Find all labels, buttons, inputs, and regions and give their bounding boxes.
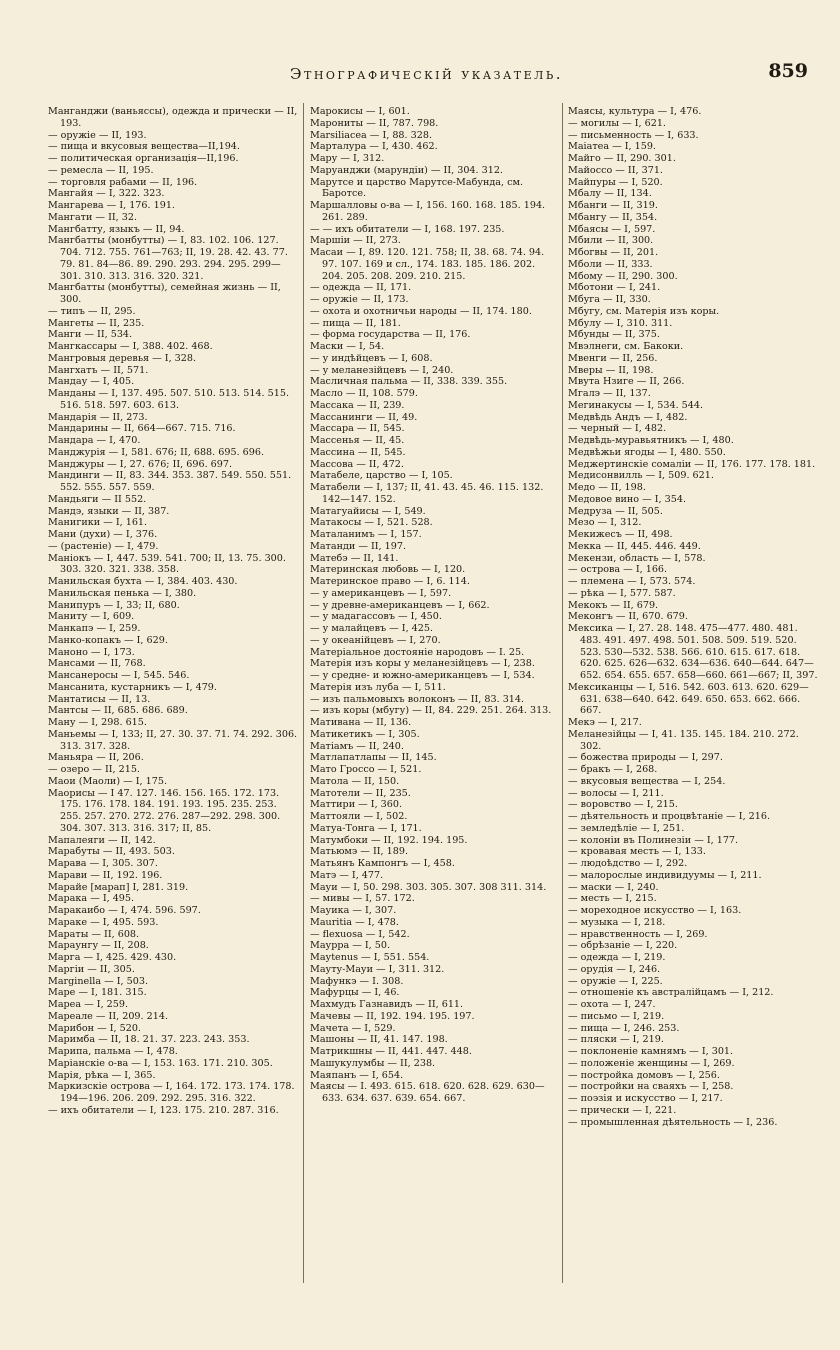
index-entry: Мбому — II, 290. 300. <box>568 270 678 282</box>
index-column-middle <box>310 106 558 1286</box>
index-entry: Медвѣдь Андъ — I, 482. <box>568 411 688 423</box>
index-entry: Маркизскіе острова — I, 164. 172. 173. 174. 178. 194—196. 206. 209. 292. 295. 316. 322. <box>48 1081 295 1104</box>
index-entry: Мангарева — I, 176. 191. <box>48 200 175 211</box>
index-entry: Мвута Нзиге — II, 266. <box>568 376 685 388</box>
index-entry: Мареа — I, 259. <box>48 999 129 1010</box>
index-entry: Мандарія — II, 273. <box>48 411 148 423</box>
column-divider <box>562 103 563 1283</box>
index-entry: Матикетикъ — I, 305. <box>310 728 420 740</box>
index-entry: Марутсе и царство Марутсе-Мабунда, см. Баротсе. <box>310 176 524 200</box>
index-entry: Мангхатъ — II, 571. <box>48 364 149 376</box>
index-entry: Мбугу, см. Матерія изъ коры. <box>568 305 720 317</box>
index-entry: Маурра — I, 50. <box>310 940 391 952</box>
index-entry: Мачевы — II, 192. 194. 195. 197. <box>310 1010 475 1022</box>
index-entry: — мореходное искусство — I, 163. <box>568 905 742 916</box>
index-entry: — прически — I, 221. <box>568 1104 677 1116</box>
index-entry: Мангбатты (монбутты), семейная жизнь — II, 300. <box>48 282 281 305</box>
index-entry: Манданы — I, 137. 495. 507. 510. 513. 514. 515. 516. 518. 597. 603. 613. <box>48 388 290 411</box>
index-entry: — пляски — I, 219. <box>568 1034 664 1046</box>
index-entry: — изъ пальмовыхъ волоконъ — II, 83. 314. <box>310 693 525 705</box>
index-entry: Мбанги — II, 319. <box>568 200 658 211</box>
index-entry: Маршіи — II, 273. <box>310 235 401 247</box>
index-entry: Мболи — II, 333. <box>568 258 653 270</box>
index-entry: Мбангу — II, 354. <box>568 211 658 223</box>
index-entry: Маримба — II, 18. 21. 37. 223. 243. 353. <box>48 1034 250 1046</box>
index-entry: — могилы — I, 621. <box>568 117 666 129</box>
index-entry: Марайе [марап] I, 281. 319. <box>48 881 189 893</box>
index-entry: — положеніе женщины — I, 269. <box>568 1057 735 1069</box>
index-entry: Маре — I, 181. 315. <box>48 987 147 999</box>
index-entry: — политическая организація—II,196. <box>48 153 239 164</box>
index-entry: Мекензи, область — I, 578. <box>568 552 706 564</box>
index-entry: Матэ — I, 477. <box>310 869 384 881</box>
index-entry: Матрикшны — II, 441. 447. 448. <box>310 1046 472 1057</box>
index-entry: Мангати — II, 32. <box>48 211 138 223</box>
index-entry: Машоны — II, 41. 147. 198. <box>310 1034 448 1046</box>
index-entry: Матола — II, 150. <box>310 775 400 787</box>
index-entry: — ремесла — II, 195. <box>48 164 154 176</box>
index-entry: Матьянъ Кампонгъ — I, 458. <box>310 858 455 869</box>
index-entry: Марака — I, 495. <box>48 893 135 905</box>
index-entry: — у древне-американцевъ — I, 662. <box>310 599 490 611</box>
index-entry: — орудія — I, 246. <box>568 963 661 975</box>
index-entry: Матебэ — II, 141. <box>310 552 399 564</box>
index-entry: Масличная пальма — II, 338. 339. 355. <box>310 376 508 388</box>
index-entry: Маяпанъ — I, 654. <box>310 1069 404 1081</box>
index-entry: Марава — I, 305. 307. <box>48 858 158 869</box>
index-entry: Маньемы — I, 133; II, 27. 30. 37. 71. 74. 292. 306. 313. 317. 328. <box>48 728 298 752</box>
index-entry: — оружіе — I, 225. <box>568 975 663 987</box>
index-entry: — музыка — I, 218. <box>568 916 666 928</box>
index-entry: Marginella — I, 503. <box>48 975 148 987</box>
index-entry: Мауту-Мауи — I, 311. 312. <box>310 963 445 975</box>
index-entry: Манильская бухта — I, 384. 403. 430. <box>48 576 238 587</box>
index-entry: Мбаясы — I, 597. <box>568 223 656 235</box>
index-entry: Маніокъ — I, 447. 539. 541. 700; II, 13. 75. 300. 303. 320. 321. 338. 358. <box>48 552 286 576</box>
index-entry: — пища — II, 181. <box>310 317 401 329</box>
index-entry: Мараке — I, 495. 593. <box>48 916 159 928</box>
index-entry: Мандьяги — II 552. <box>48 493 147 505</box>
index-entry: Маршалловы о-ва — I, 156. 160. 168. 185. 194. 261. 289. <box>310 200 546 223</box>
index-entry: — обрѣзаніе — I, 220. <box>568 940 678 952</box>
index-entry: — озеро — II, 215. <box>48 764 140 775</box>
index-entry: — одежда — II, 171. <box>310 282 412 294</box>
index-entry: Мансанеросы — I, 545. 546. <box>48 670 190 681</box>
index-entry: Мботони — I, 241. <box>568 282 661 294</box>
index-entry: Мангровыя деревья — I, 328. <box>48 352 197 364</box>
index-entry: Манджуры — I, 27. 676; II, 696. 697. <box>48 458 233 470</box>
index-entry: Мезо — I, 312. <box>568 517 642 529</box>
index-entry: Манигики — I, 161. <box>48 517 148 529</box>
index-entry: Марокисы — I, 601. <box>310 106 410 117</box>
index-entry: Маорисы — I 47. 127. 146. 156. 165. 172. 173. 175. 176. 178. 184. 191. 193. 195. 235. 253. 255. 257. 270. 272. 276. 287—292. 298. 300. 304. 307. 313. 316. 317; II, 85. <box>48 787 281 834</box>
index-entry: — охота — I, 247. <box>568 999 656 1010</box>
index-entry: — (растеніе) — I, 479. <box>48 540 159 552</box>
index-entry: — торговля рабами — II, 196. <box>48 176 198 188</box>
index-entry: — рѣка — I, 577. 587. <box>568 587 676 599</box>
index-entry: Медо — II, 198. <box>568 482 646 493</box>
column-divider <box>303 103 304 1283</box>
index-entry: Мбогвы — II, 201. <box>568 247 659 258</box>
index-entry: — у средне- и южно-американцевъ — I, 534. <box>310 670 535 681</box>
index-entry: Матумбоки — II, 192. 194. 195. <box>310 834 468 846</box>
index-entry: Матотели — II, 235. <box>310 787 411 799</box>
index-entry: Мбалу — II, 134. <box>568 188 652 200</box>
index-entry: Масcака — II, 239. <box>310 399 405 411</box>
index-entry: Мансами — II, 768. <box>48 658 146 670</box>
index-entry: Мверы — II, 198. <box>568 364 654 376</box>
index-entry: Мару — I, 312. <box>310 153 385 164</box>
index-entry: Мекижесъ — II, 498. <box>568 529 673 540</box>
index-entry: Мандау — I, 405. <box>48 376 135 388</box>
index-entry: Мангайя — I, 322. 323. <box>48 188 165 200</box>
index-entry: Манильская пенька — I, 380. <box>48 587 197 599</box>
index-entry: Мангеты — II, 235. <box>48 317 145 329</box>
index-entry: — оружіе — II, 193. <box>48 129 147 141</box>
index-entry: Мауtenus — I, 551. 554. <box>310 952 430 963</box>
index-entry: — одежда — I, 219. <box>568 952 666 963</box>
index-entry: Мбулу — I, 310. 311. <box>568 317 673 329</box>
index-entry: Мандэ, языки — II, 387. <box>48 505 170 517</box>
index-entry: Маріанскіе о-ва — I, 153. 163. 171. 210. 305. <box>48 1057 273 1069</box>
index-entry: — отношеніе къ австралійцамъ — I, 212. <box>568 987 774 999</box>
index-entry: — земледѣліе — I, 251. <box>568 822 685 834</box>
index-entry: — мивы — I, 57. 172. <box>310 893 415 905</box>
index-entry: — типъ — II, 295. <box>48 305 136 317</box>
index-entry: Матабели — I, 137; II, 41. 43. 45. 46. 115. 132. 142—147. 152. <box>310 482 544 505</box>
index-entry: — воровство — I, 215. <box>568 799 678 811</box>
index-entry: Медовое вино — I, 354. <box>568 493 686 505</box>
index-entry: Матлапатлапы — II, 145. <box>310 752 437 764</box>
index-entry: — у океанійцевъ — I, 270. <box>310 634 441 646</box>
index-entry: Мани (духи) — I, 376. <box>48 529 158 540</box>
index-entry: Мандинги — II, 83. 344. 353. 387. 549. 550. 551. 552. 555. 557. 559. <box>48 470 292 493</box>
index-entry: Майго — II, 290. 301. <box>568 153 676 164</box>
index-entry: Матабеле, царство — I, 105. <box>310 470 453 482</box>
index-entry: Мареале — II, 209. 214. <box>48 1010 168 1022</box>
index-entry: Массенья — II, 45. <box>310 435 405 446</box>
index-entry: — кровавая месть — I, 133. <box>568 846 706 858</box>
index-entry: Масаи — I, 89. 120. 121. 758; II, 38. 68. 74. 94. 97. 107. 169 и сл., 174. 183. 185. 186. 202. 204. 205. 208. 209. 210. 215. <box>310 247 545 282</box>
index-entry: Мвэлнеги, см. Бакоки. <box>568 341 684 352</box>
index-entry: — письмо — I, 219. <box>568 1010 665 1022</box>
index-entry: Мантатисы — II, 13. <box>48 693 151 705</box>
index-entry: — изъ коры (мбугу) — II, 84. 229. 251. 264. 313. <box>310 705 552 717</box>
index-entry: — охота и охотничьи народы — II, 174. 180. <box>310 305 532 317</box>
index-entry: Марави — II, 192. 196. <box>48 869 163 881</box>
index-entry: Мвенги — II, 256. <box>568 352 658 364</box>
index-entry: — оружіе — II, 173. <box>310 294 409 305</box>
index-entry: — постройка домовъ — I, 256. <box>568 1069 720 1081</box>
index-entry: Манганджи (ваньяссы), одежда и прически — II, 193. <box>48 106 298 129</box>
index-entry: Майоссо — II, 371. <box>568 164 663 176</box>
index-entry: — волосы — I, 211. <box>568 787 664 799</box>
index-entry: Марипа, пальма — I, 478. <box>48 1046 178 1057</box>
index-entry: Мексиканцы — I, 516. 542. 603. 613. 620. 629—631. 638—640. 642. 649. 650. 653. 662. 666. 667. <box>568 681 809 717</box>
index-entry: Махмудъ Газнавидъ — II, 611. <box>310 999 464 1010</box>
index-entry: Мапалеяги — II, 142. <box>48 834 156 846</box>
index-entry: Матерія изъ луба — I, 511. <box>310 681 446 693</box>
index-entry: Marsiliacea — I, 88. 328. <box>310 129 432 141</box>
index-entry: Машукулумбы — II, 238. <box>310 1057 436 1069</box>
index-entry: Mauritia — I, 478. <box>310 916 399 928</box>
index-entry: Марониты — II, 787. 798. <box>310 117 439 129</box>
index-entry: Мекокъ — II, 679. <box>568 599 659 611</box>
index-entry: Мансанита, кустарникъ — I, 479. <box>48 681 217 693</box>
index-entry: Меланезійцы — I, 41. 135. 145. 184. 210. 272. 302. <box>568 728 799 752</box>
index-entry: Манко-копакъ — I, 629. <box>48 634 168 646</box>
index-entry: Мафурцы — I, 46. <box>310 987 400 999</box>
index-entry: Медвѣжьи ягоды — I, 480. 550. <box>568 446 726 458</box>
index-entry: — месть — I, 215. <box>568 893 657 905</box>
index-entry: — людоѣдство — I, 292. <box>568 858 688 869</box>
index-entry: — пища и вкусовыя вещества—II,194. <box>48 141 240 153</box>
index-entry: Мафункэ — I. 308. <box>310 975 404 987</box>
index-entry: Меджертинскіе сомаліи — II, 176. 177. 178. 181. <box>568 458 816 470</box>
index-entry: Манкапэ — I, 259. <box>48 623 141 634</box>
index-entry: Массара — II, 545. <box>310 423 405 435</box>
index-entry: — у индѣйцевъ — I, 608. <box>310 352 433 364</box>
index-entry: Мекка — II, 445. 446. 449. <box>568 540 701 552</box>
index-entry: Мангкассары — I, 388. 402. 468. <box>48 341 213 352</box>
index-entry: Маіатеа — I, 159. <box>568 141 656 153</box>
index-entry: Марибон — I, 520. <box>48 1022 141 1034</box>
index-entry: Мантсы — II, 685. 686. 689. <box>48 705 188 717</box>
index-entry: Матуа-Тонга — I, 171. <box>310 822 422 834</box>
index-entry: Мекэ — I, 217. <box>568 717 642 728</box>
index-entry: Массова — II, 472. <box>310 458 404 470</box>
index-column-left <box>48 106 298 1286</box>
index-column-right <box>568 106 820 1286</box>
index-entry: Мангбатты (монбутты) — I, 83. 102. 106. 127. 704. 712. 755. 761—763; II, 19. 28. 42. 43. 77. 79. 81. 84—86. 89. 290. 293. 294. 295. 299—301. 310. 313. 316. 320. 321. <box>48 235 288 282</box>
index-entry: Марія, рѣка — I, 365. <box>48 1069 156 1081</box>
index-entry: Маруанджи (марундіи) — II, 304. 312. <box>310 164 503 176</box>
index-entry: Массина — II, 545. <box>310 446 406 458</box>
index-entry: Маниту — I, 609. <box>48 611 135 623</box>
index-entry: Матакосы — I, 521. 528. <box>310 517 433 529</box>
index-entry: — у малайцевъ — I, 425. <box>310 623 434 634</box>
index-entry: — острова — I, 166. <box>568 564 668 576</box>
index-entry: — ихъ обитатели — I, 123. 175. 210. 287. 316. <box>48 1104 279 1116</box>
index-entry: Маттояли — I, 502. <box>310 811 408 822</box>
index-entry: Марталура — I, 430. 462. <box>310 141 438 153</box>
index-entry: Медруза — II, 505. <box>568 505 663 517</box>
index-entry: Маттири — I, 360. <box>310 799 403 811</box>
index-entry: Мачета — I, 529. <box>310 1022 396 1034</box>
index-entry: Манипуръ — I, 33; II, 680. <box>48 599 180 611</box>
running-head: Этнографическій указатель. <box>290 65 564 83</box>
index-entry: Материнское право — I, 6. 114. <box>310 576 470 587</box>
index-entry: — у меланезійцевъ — I, 240. <box>310 364 454 376</box>
index-entry: — вкусовыя вещества — I, 254. <box>568 775 726 787</box>
index-entry: Матеріальное достояніе народовъ — I. 25. <box>310 646 525 658</box>
index-entry: Мандарины — II, 664—667. 715. 716. <box>48 423 236 435</box>
index-entry: Марга — I, 425. 429. 430. <box>48 952 177 963</box>
index-entry: Медвѣдь-муравьятникъ — I, 480. <box>568 435 734 446</box>
index-entry: Матіамъ — II, 240. <box>310 740 404 752</box>
index-entry: Массанинги — II, 49. <box>310 411 418 423</box>
index-entry: — постройки на сваяхъ — I, 258. <box>568 1081 734 1093</box>
index-entry: Масло — II, 108. 579. <box>310 388 418 399</box>
index-entry: Матанди — II, 197. <box>310 540 406 552</box>
index-entry: Маньяра — II, 206. <box>48 752 144 764</box>
index-entry: — малорослые индивидуумы — I, 211. <box>568 869 762 881</box>
index-entry: Мбуга — II, 330. <box>568 294 651 305</box>
index-entry: — черный — I, 482. <box>568 423 667 435</box>
index-entry: — маски — I, 240. <box>568 881 659 893</box>
index-entry: Маясы — I. 493. 615. 618. 620. 628. 629. 630—633. 634. 637. 639. 654. 667. <box>310 1081 545 1104</box>
index-entry: Мбили — II, 300. <box>568 235 654 247</box>
index-entry: Майпуры — I, 520. <box>568 176 663 188</box>
index-entry: — колоніи въ Полинезіи — I, 177. <box>568 834 739 846</box>
index-entry: Маракаибо — I, 474. 596. 597. <box>48 905 201 916</box>
index-entry: — промышленная дѣятельность — I, 236. <box>568 1116 778 1128</box>
index-entry: Мегинакусы — I, 534. 544. <box>568 399 704 411</box>
page-number: 859 <box>768 60 808 82</box>
index-entry: — у американцевъ — I, 597. <box>310 587 452 599</box>
index-entry: Меконгъ — II, 670. 679. <box>568 611 688 623</box>
index-entry: Мативана — II, 136. <box>310 717 412 728</box>
index-entry: Марабуты — II, 493. 503. <box>48 846 175 858</box>
index-entry: Маски — I, 54. <box>310 341 385 352</box>
index-entry: Мауика — I, 307. <box>310 905 397 916</box>
index-entry: Ману — I, 298. 615. <box>48 717 147 728</box>
index-entry: — — ихъ обитатели — I, 168. 197. 235. <box>310 223 505 235</box>
index-entry: Матерія изъ коры у меланезійцевъ — I, 238. <box>310 658 535 670</box>
index-entry: — поклоненіе камнямъ — I, 301. <box>568 1046 734 1057</box>
index-entry: — племена — I, 573. 574. <box>568 576 696 587</box>
index-entry: — нравственность — I, 269. <box>568 928 708 940</box>
index-entry: Маои (Маоли) — I, 175. <box>48 775 167 787</box>
index-entry: Маталанимъ — I, 157. <box>310 529 422 540</box>
index-entry: Матагуайисы — I, 549. <box>310 505 426 517</box>
index-entry: Мараты — II, 608. <box>48 928 140 940</box>
index-entry: Мгалэ — II, 137. <box>568 388 651 399</box>
index-entry: Матьюмэ — II, 189. <box>310 846 408 858</box>
index-entry: Медисонвилль — I, 509. 621. <box>568 470 714 482</box>
index-entry: Манги — II, 534. <box>48 329 133 341</box>
index-entry: Маясы, культура — I, 476. <box>568 106 702 117</box>
index-entry: — письменность — I, 633. <box>568 129 699 141</box>
index-entry: Мато Гроссо — I, 521. <box>310 764 422 775</box>
index-entry: — бракъ — I, 268. <box>568 764 658 775</box>
index-entry: — поэзія и искусство — I, 217. <box>568 1093 723 1104</box>
index-entry: — дѣятельность и процвѣтаніе — I, 216. <box>568 811 771 822</box>
index-entry: Мбунды — II, 375. <box>568 329 660 341</box>
index-entry: Маноно — I, 173. <box>48 646 135 658</box>
index-entry: — форма государства — II, 176. <box>310 329 471 341</box>
index-entry: Мандара — I, 470. <box>48 435 141 446</box>
index-entry: Мексика — I, 27. 28. 148. 475—477. 480. 481. 483. 491. 497. 498. 501. 508. 509. 519. 520. 523. 530—532. 538. 566. 610. 615. 617. 618. 620. 625. 626—632. 634—636. 640—644. 647—652. 654. 655. 657. 658—660. 661—667; II, 397. <box>568 623 818 681</box>
index-entry: Мауи — I, 50. 298. 303. 305. 307. 308 311. 314. <box>310 881 547 893</box>
index-entry: Манджурія — I, 581. 676; II, 688. 695. 696. <box>48 446 265 458</box>
index-entry: — flexuosa — I, 542. <box>310 928 410 940</box>
index-entry: — божества природы — I, 297. <box>568 752 723 764</box>
index-entry: Маргіи — II, 305. <box>48 963 135 975</box>
index-entry: Мараунгу — II, 208. <box>48 940 149 952</box>
index-entry: — пища — I, 246. 253. <box>568 1022 680 1034</box>
index-entry: Мангбатту, языкъ — II, 94. <box>48 223 185 235</box>
index-entry: — у мадагассовъ — I, 450. <box>310 611 442 623</box>
index-entry: Материнская любовь — I, 120. <box>310 564 466 576</box>
